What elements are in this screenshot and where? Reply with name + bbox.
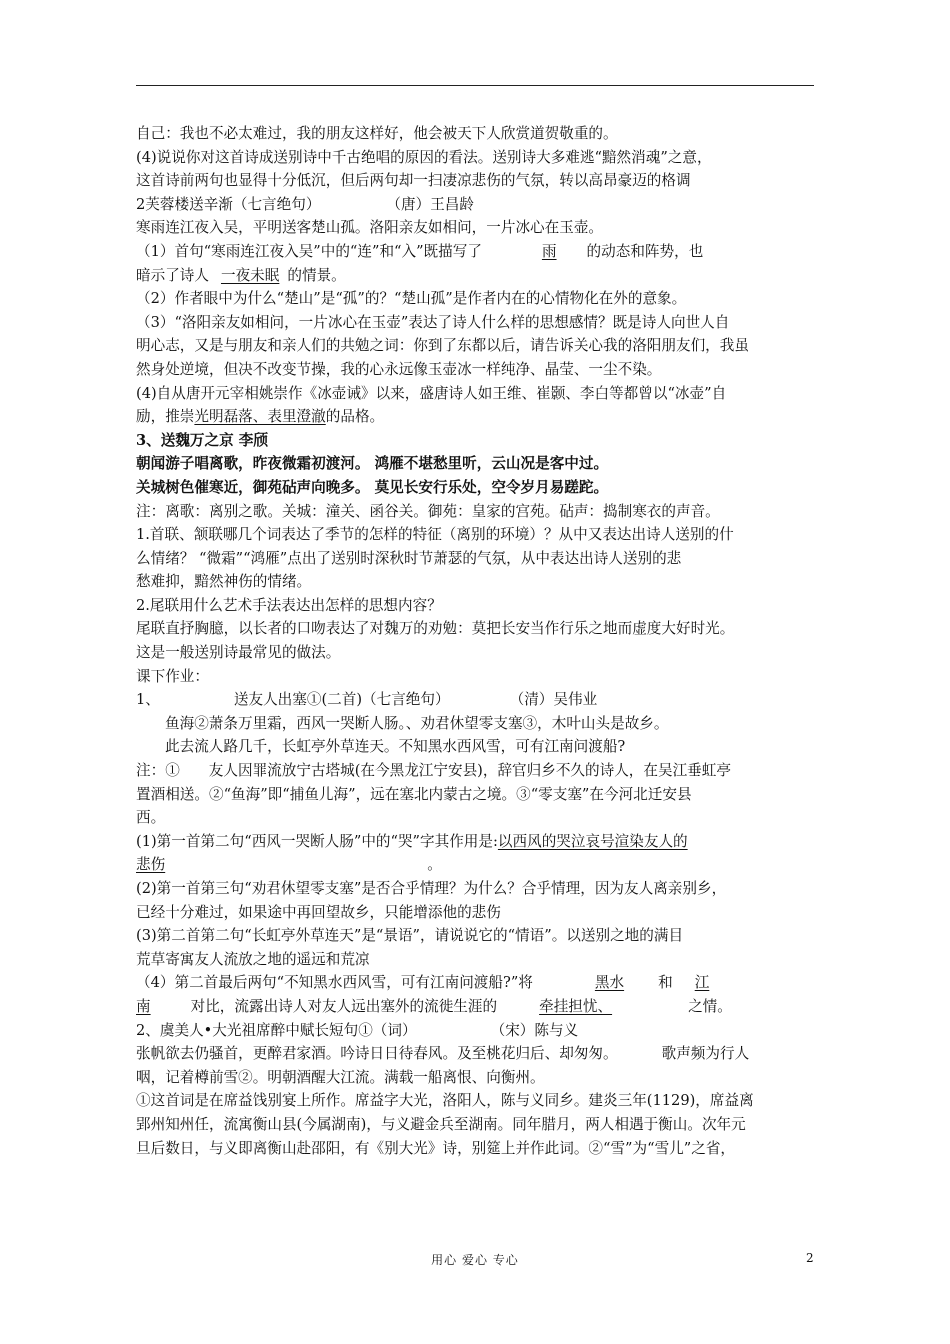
poem-author: （清）吴伟业: [509, 691, 598, 709]
question-line: 南 对比，流露出诗人对友人远出塞外的流徙生涯的 牵挂担忧、 之情。: [136, 997, 732, 1015]
answer-blank: 一夜未眠: [220, 266, 280, 284]
text-line: （3）“洛阳亲友如相问，一片冰心在玉壶”表达了诗人什么样的思想感情？既是诗人向世人自: [136, 313, 730, 331]
text-line: 尾联直抒胸臆，以长者的口吻表达了对魏万的劝勉：莫把长安当作行乐之地而虚度大好时光。: [136, 620, 735, 638]
question-line: 悲伤 。: [136, 856, 442, 874]
answer-blank: 牵挂担忧、: [539, 997, 613, 1015]
answer-underline: 光明磊落、表里澄澈: [194, 408, 326, 426]
text-line: 1.首联、颔联哪几个词表达了季节的怎样的特征（离别的环境）？从中又表达出诗人送别的什: [136, 526, 734, 544]
poem-text: 咽，记着樽前雪②。明朝酒醒大江流。满载一船离恨、向衡州。: [136, 1068, 545, 1086]
homework-heading: 课下作业：: [136, 667, 209, 685]
text-line: (4)说说你对这首诗成送别诗中千古绝唱的原因的看法。送别诗大多难逃“黯然消魂”之意，: [136, 148, 712, 166]
poem-text: 鱼海②萧条万里霜，西风一哭断人肠。、劝君休望零支塞③，木叶山头是故乡。: [165, 714, 669, 732]
answer-blank: 雨: [541, 242, 557, 260]
answer-underline: 悲伤: [136, 856, 166, 874]
text-line: 已经十分难过，如果途中再回望故乡，只能增添他的悲伤: [136, 903, 501, 921]
text-line: (4)自从唐开元宰相姚崇作《冰壶诫》以来，盛唐诗人如王维、崔颢、李白等都曾以“冰壶”自: [136, 384, 727, 402]
note-line: 旦后数日，与义即离衡山赴邵阳，有《别大光》诗，别筵上并作此词。②“雪”为“雪儿”之省，: [136, 1139, 736, 1157]
poem-title: 2、虞美人•大光祖席醉中赋长短句①（词）: [136, 1021, 417, 1039]
page-number: 2: [806, 1251, 814, 1265]
text-line: 明心志，又是与朋友和亲人们的共勉之词：你到了东都以后，请告诉关心我的洛阳朋友们，我虽: [136, 337, 749, 355]
text-line: 愁难抑，黯然神伤的情绪。: [136, 573, 312, 591]
item-number: 1、: [136, 691, 160, 709]
question-line: 暗示了诗人 一夜未眠 的情景。: [136, 266, 346, 284]
text-line: (3)第二首第二句“长虹亭外草连天”是“景语”，请说说它的“情语”。以送别之地的满目: [136, 927, 684, 945]
footer-motto: 用心 爱心 专心: [431, 1253, 519, 1267]
poem-title-line: [136, 688, 816, 712]
poem-text: 寒雨连江夜入吴，平明送客楚山孤。洛阳亲友如相问，一片冰心在玉壶。: [136, 219, 604, 237]
text-line: 么情绪？ “微霜”“鸿雁”点出了送别时深秋时节萧瑟的气氛，从中表达出诗人送别的悲: [136, 549, 682, 567]
question-line: （4）第二首最后两句“不知黑水西风雪，可有江南问渡船?”将 黑水 和 江: [136, 974, 710, 992]
document-body: [136, 122, 816, 1160]
poem-author: （唐）王昌龄: [386, 195, 474, 213]
answer-blank: 黑水: [594, 974, 625, 992]
note-line: 注：离歌：离别之歌。关城：潼关、函谷关。御苑：皇家的宫苑。砧声：捣制寒衣的声音。: [136, 502, 720, 520]
poem-text: 关城树色催寒近，御苑砧声向晚多。 莫见长安行乐处，空令岁月易蹉跎。: [136, 478, 609, 496]
text-line: (2)第一首第三句“劝君休望零支塞”是否合乎情理？为什么？合乎情理，因为友人离亲别乡，: [136, 880, 727, 897]
section-heading: 3、送魏万之京 李颀: [136, 431, 268, 449]
note-line: ①这首词是在席益饯别宴上所作。席益字大光，洛阳人，陈与义同乡。建炎三年(1129)，席益离: [136, 1092, 754, 1110]
poem-title-line: [136, 193, 816, 217]
header-rule: [136, 85, 814, 86]
poem-title: 送友人出塞①(二首)（七言绝句）: [233, 691, 450, 709]
text-line: 这是一般送别诗最常见的做法。: [136, 644, 341, 662]
poem-author: （宋）陈与义: [490, 1021, 579, 1039]
note-line: 郢州知州任，流寓衡山县(今属湖南)，与义避金兵至湖南。同年腊月，两人相遇于衡山。次年元: [136, 1115, 746, 1133]
question-line: (1)第一首第二句“西风一哭断人肠”中的“哭”字其作用是:以西风的哭泣哀号渲染友人的: [136, 832, 688, 850]
text-line: 2.尾联用什么艺术手法表达出怎样的思想内容？: [136, 596, 442, 614]
answer-blank: 南: [136, 997, 151, 1015]
answer-underline: 以西风的哭泣哀号渲染友人的: [497, 832, 688, 850]
poem-title-line: [136, 1019, 816, 1043]
answer-blank: 江: [694, 974, 710, 992]
text-line: 自己：我也不必太难过，我的朋友这样好，他会被天下人欣赏道贺敬重的。: [136, 125, 618, 142]
question-line: 励，推崇光明磊落、表里澄澈的品格。: [136, 408, 385, 426]
text-line: （2）作者眼中为什么“楚山”是“孤”的？“楚山孤”是作者内在的心情物化在外的意象。: [136, 290, 687, 308]
text-line: 置酒相送。②“鱼海”即“捕鱼儿海”，远在塞北内蒙古之境。③“零支塞”在今河北迁安县: [136, 785, 692, 803]
poem-title: 2芙蓉楼送辛渐（七言绝句）: [136, 195, 321, 213]
text-line: 这首诗前两句也显得十分低沉，但后两句却一扫凄凉悲伤的气氛，转以高昂豪迈的格调: [136, 172, 691, 190]
question-line: （1）首句“寒雨连江夜入吴”中的“连”和“入”既描写了 雨 的动态和阵势，也: [136, 242, 704, 260]
note-line: 注：① 友人因罪流放宁古塔城(在今黑龙江宁安县)，辞官归乡不久的诗人，在吴江垂虹亭: [136, 762, 731, 780]
text-line: 荒草寄寓友人流放之地的遥远和荒凉: [136, 950, 370, 968]
text-line: 然身处逆境，但决不改变节操，我的心永远像玉壶冰一样纯净、晶莹、一尘不染。: [136, 360, 662, 378]
poem-text: 张帆欲去仍骚首，更醉君家酒。吟诗日日待春风。及至桃花归后、却匆匆。 歌声频为行人: [136, 1045, 750, 1063]
poem-text: 朝闻游子唱离歌，昨夜微霜初渡河。 鸿雁不堪愁里听，云山况是客中过。: [136, 455, 609, 473]
poem-text: 此去流人路几千，长虹亭外草连天。不知黑水西风雪，可有江南问渡船?: [165, 738, 626, 756]
text-line: 西。: [136, 809, 166, 827]
